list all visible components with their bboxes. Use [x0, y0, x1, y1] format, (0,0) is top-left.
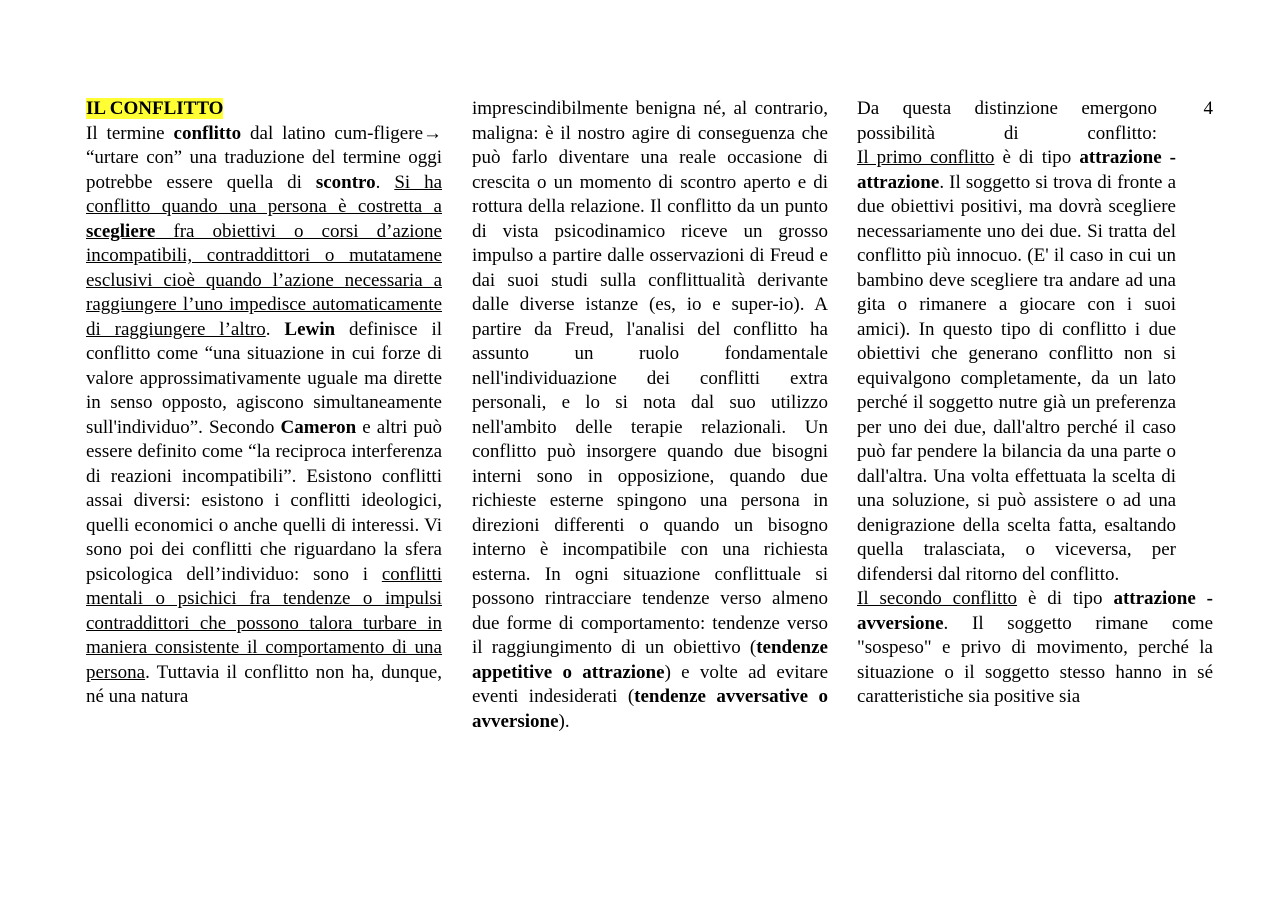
- text-run: .: [265, 318, 285, 340]
- page-number: 4: [1203, 98, 1213, 119]
- term-scontro: scontro: [315, 171, 376, 193]
- column-2-text: [472, 97, 828, 734]
- text-run: e altri può essere definito come “la reciproca interferenza di reazioni incompatibili”. Esistono conflitti assai diversi: esistono i conflitti ideologici, quelli economici o anche quelli di interessi. Vi sono poi dei conflitti che riguardano la sfera psicologica dell’individuo: sono i: [86, 416, 443, 585]
- term-scegliere: scegliere: [86, 220, 156, 242]
- text-run: definisce il conflitto come “una situazione in cui forze di valore approssimativamente uguale ma dirette in senso opposto, agiscono simultaneamente sull'individuo”. Secondo: [86, 318, 443, 438]
- term-conflitto: conflitto: [173, 122, 242, 144]
- term-tendenze-avversative: tendenze avversative o avversione: [472, 686, 829, 732]
- name-cameron: Cameron: [280, 416, 357, 438]
- intro-line: [857, 97, 1213, 146]
- second-conflict-label: Il secondo conflitto: [857, 588, 1018, 609]
- column-1-text: [86, 97, 442, 710]
- term-attrazione-attrazione: attrazione - attrazione: [857, 147, 1176, 193]
- first-conflict-paragraph: [857, 146, 1176, 587]
- text-run: fra obiettivi o corsi d’azione incompatibili, contraddittori o mutatamene esclusivi cioè quando l’azione necessaria a raggiungere l’uno impedisce automaticamente di raggiungere l’altro: [86, 220, 442, 340]
- column-3: [857, 97, 1213, 710]
- text-run: . Il soggetto si trova di fronte a due obiettivi positivi, ma dovrà scegliere necessariamente uno dei due. Si tratta del conflitto più innocuo. (E' il caso in cui un bambino deve scegliere tra andare ad una gita o rimanere a giocare con i suoi amici). In questo tipo di conflitto i due obiettivi che generano conflitto non si equivalgono completamente, da un lato perché il soggetto nutre già un preferenza per uno dei due, dall'altro perché il caso può far pendere la bilancia da una parte o dall'altra. Una volta effettuata la scelta di una soluzione, si può assistere o ad una denigrazione della scelta fatta, esaltando quella tralasciata, o viceversa, per difendersi dal ritorno del conflitto.: [857, 171, 1176, 585]
- text-run: Si ha conflitto quando una persona è costretta a: [86, 171, 443, 217]
- text-run: . Il soggetto rimane come "sospeso" e privo di movimento, perché la situazione o il soggetto stesso hanno in sé caratteristiche sia positive sia: [857, 612, 1213, 707]
- second-conflict-paragraph: [857, 587, 1213, 710]
- underlined-phrase: conflitti mentali o psichici fra tendenze o impulsi contraddittori che possono talora turbare in maniera consistente il comportamento di una persona: [86, 563, 442, 683]
- text-run: imprescindibilmente benigna né, al contrario, maligna: è il nostro agire di conseguenza che può farlo diventare una reale occasione di crescita o un momento di scontro aperto e di rottura della relazione. Il conflitto da un punto di vista psicodinamico riceve un grosso impulso a partire dalle osservazioni di Freud e dai suoi studi sulla conflittualità derivante dalle diverse istanze (es, io e super-io). A partire da Freud, l'analisi del conflitto ha assunto un ruolo fondamentale nell'individuazione dei conflitti extra personali, e lo si nota dal suo utilizzo nell'ambito delle terapie relazionali. Un conflitto può insorgere quando due bisogni interni sono in opposizione, quando due richieste esterne spingono una persona in direzioni differenti o quando un bisogno interno è incompatibile con una richiesta esterna. In ogni situazione conflittuale si possono rintracciare tendenze verso almeno due forme di comportamento: tendenze verso il raggiungimento di un obiettivo (: [472, 98, 828, 658]
- text-run: . Tuttavia il conflitto non ha, dunque, né una natura: [86, 661, 442, 707]
- text-run: è di tipo: [994, 147, 1080, 168]
- text-run: dal latino cum-fligere→ “urtare con” una traduzione del termine oggi potrebbe essere quella di: [86, 122, 442, 193]
- text-run: è di tipo: [1017, 588, 1114, 609]
- text-run: .: [375, 171, 395, 193]
- first-conflict-label: Il primo conflitto: [857, 147, 995, 168]
- term-tendenze-appetitive: tendenze appetitive o attrazione: [472, 637, 828, 683]
- text-run: Il termine: [86, 122, 174, 144]
- text-run: Da questa distinzione emergono possibilità di conflitto:: [857, 98, 1157, 144]
- section-title: IL CONFLITTO: [86, 98, 224, 119]
- text-run: ).: [558, 710, 570, 732]
- text-run: ) e volte ad evitare eventi indesiderati (: [472, 661, 829, 707]
- column-1: [86, 97, 442, 710]
- column-2: [472, 97, 828, 734]
- name-lewin: Lewin: [284, 318, 336, 340]
- definition-underlined: [86, 172, 442, 340]
- term-attrazione-avversione: attrazione - avversione: [857, 588, 1213, 634]
